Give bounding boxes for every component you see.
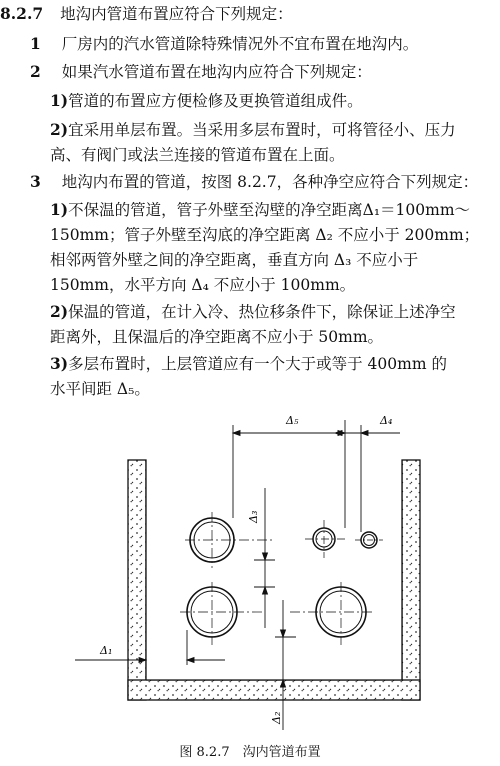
label-delta-1: Δ₁ (100, 644, 113, 657)
label-delta-5: Δ₅ (286, 414, 299, 427)
section-number: 8.2.7 (0, 4, 44, 23)
item-3-sub-3-cont: 水平间距 Δ₅。 (50, 380, 150, 398)
section-title: 地沟内管道布置应符合下列规定： (60, 5, 293, 23)
label-delta-3: Δ₃ (247, 510, 260, 523)
item-text: 地沟内布置的管道，按图 8.2.7，各种净空应符合下列规定： (61, 173, 479, 191)
sub-number: 3) (50, 354, 69, 373)
trench-wall-right (402, 460, 420, 700)
sub-text: 保温的管道，在计入冷、热位移条件下，除保证上述净空 (68, 303, 456, 321)
item-3-sub-1-cont: 相邻两管外壁之间的净空距离，垂直方向 Δ₃ 不应小于 (50, 251, 419, 269)
label-delta-2: Δ₂ (270, 711, 283, 724)
figure-caption: 图 8.2.7 沟内管道布置 (179, 745, 321, 760)
item-text: 厂房内的汽水管道除特殊情况外不宜布置在地沟内。 (61, 35, 419, 53)
sub-text: 不保温的管道，管子外壁至沟壁的净空距离Δ₁＝100mm～ (68, 201, 471, 219)
item-number: 1 (30, 34, 41, 53)
item-text: 如果汽水管道布置在地沟内应符合下列规定： (61, 63, 372, 81)
sub-text: 多层布置时，上层管道应有一个大于或等于 400mm 的 (68, 355, 447, 373)
item-3-sub-2-cont: 距离外，且保温后的净空距离不应小于 50mm。 (50, 328, 384, 346)
sub-number: 2) (50, 120, 69, 139)
item-number: 2 (30, 62, 41, 81)
item-number: 3 (30, 172, 41, 191)
item-2-sub-2-cont: 高、有阀门或法兰连接的管道布置在上面。 (50, 146, 345, 164)
item-3-sub-1-cont: 150mm，水平方向 Δ₄ 不应小于 100mm。 (50, 276, 356, 294)
item-3-sub-1-cont: 150mm；管子外壁至沟底的净空距离 Δ₂ 不应小于 200mm； (50, 226, 480, 244)
sub-number: 2) (50, 302, 69, 321)
sub-number: 1) (50, 91, 69, 110)
sub-number: 1) (50, 200, 69, 219)
trench-wall-left (128, 460, 146, 700)
sub-text: 宜采用单层布置。当采用多层布置时，可将管径小、压力 (68, 121, 456, 139)
label-delta-4: Δ₄ (380, 414, 393, 427)
trench-floor (128, 680, 420, 700)
sub-text: 管道的布置应方便检修及更换管道组成件。 (68, 92, 363, 110)
